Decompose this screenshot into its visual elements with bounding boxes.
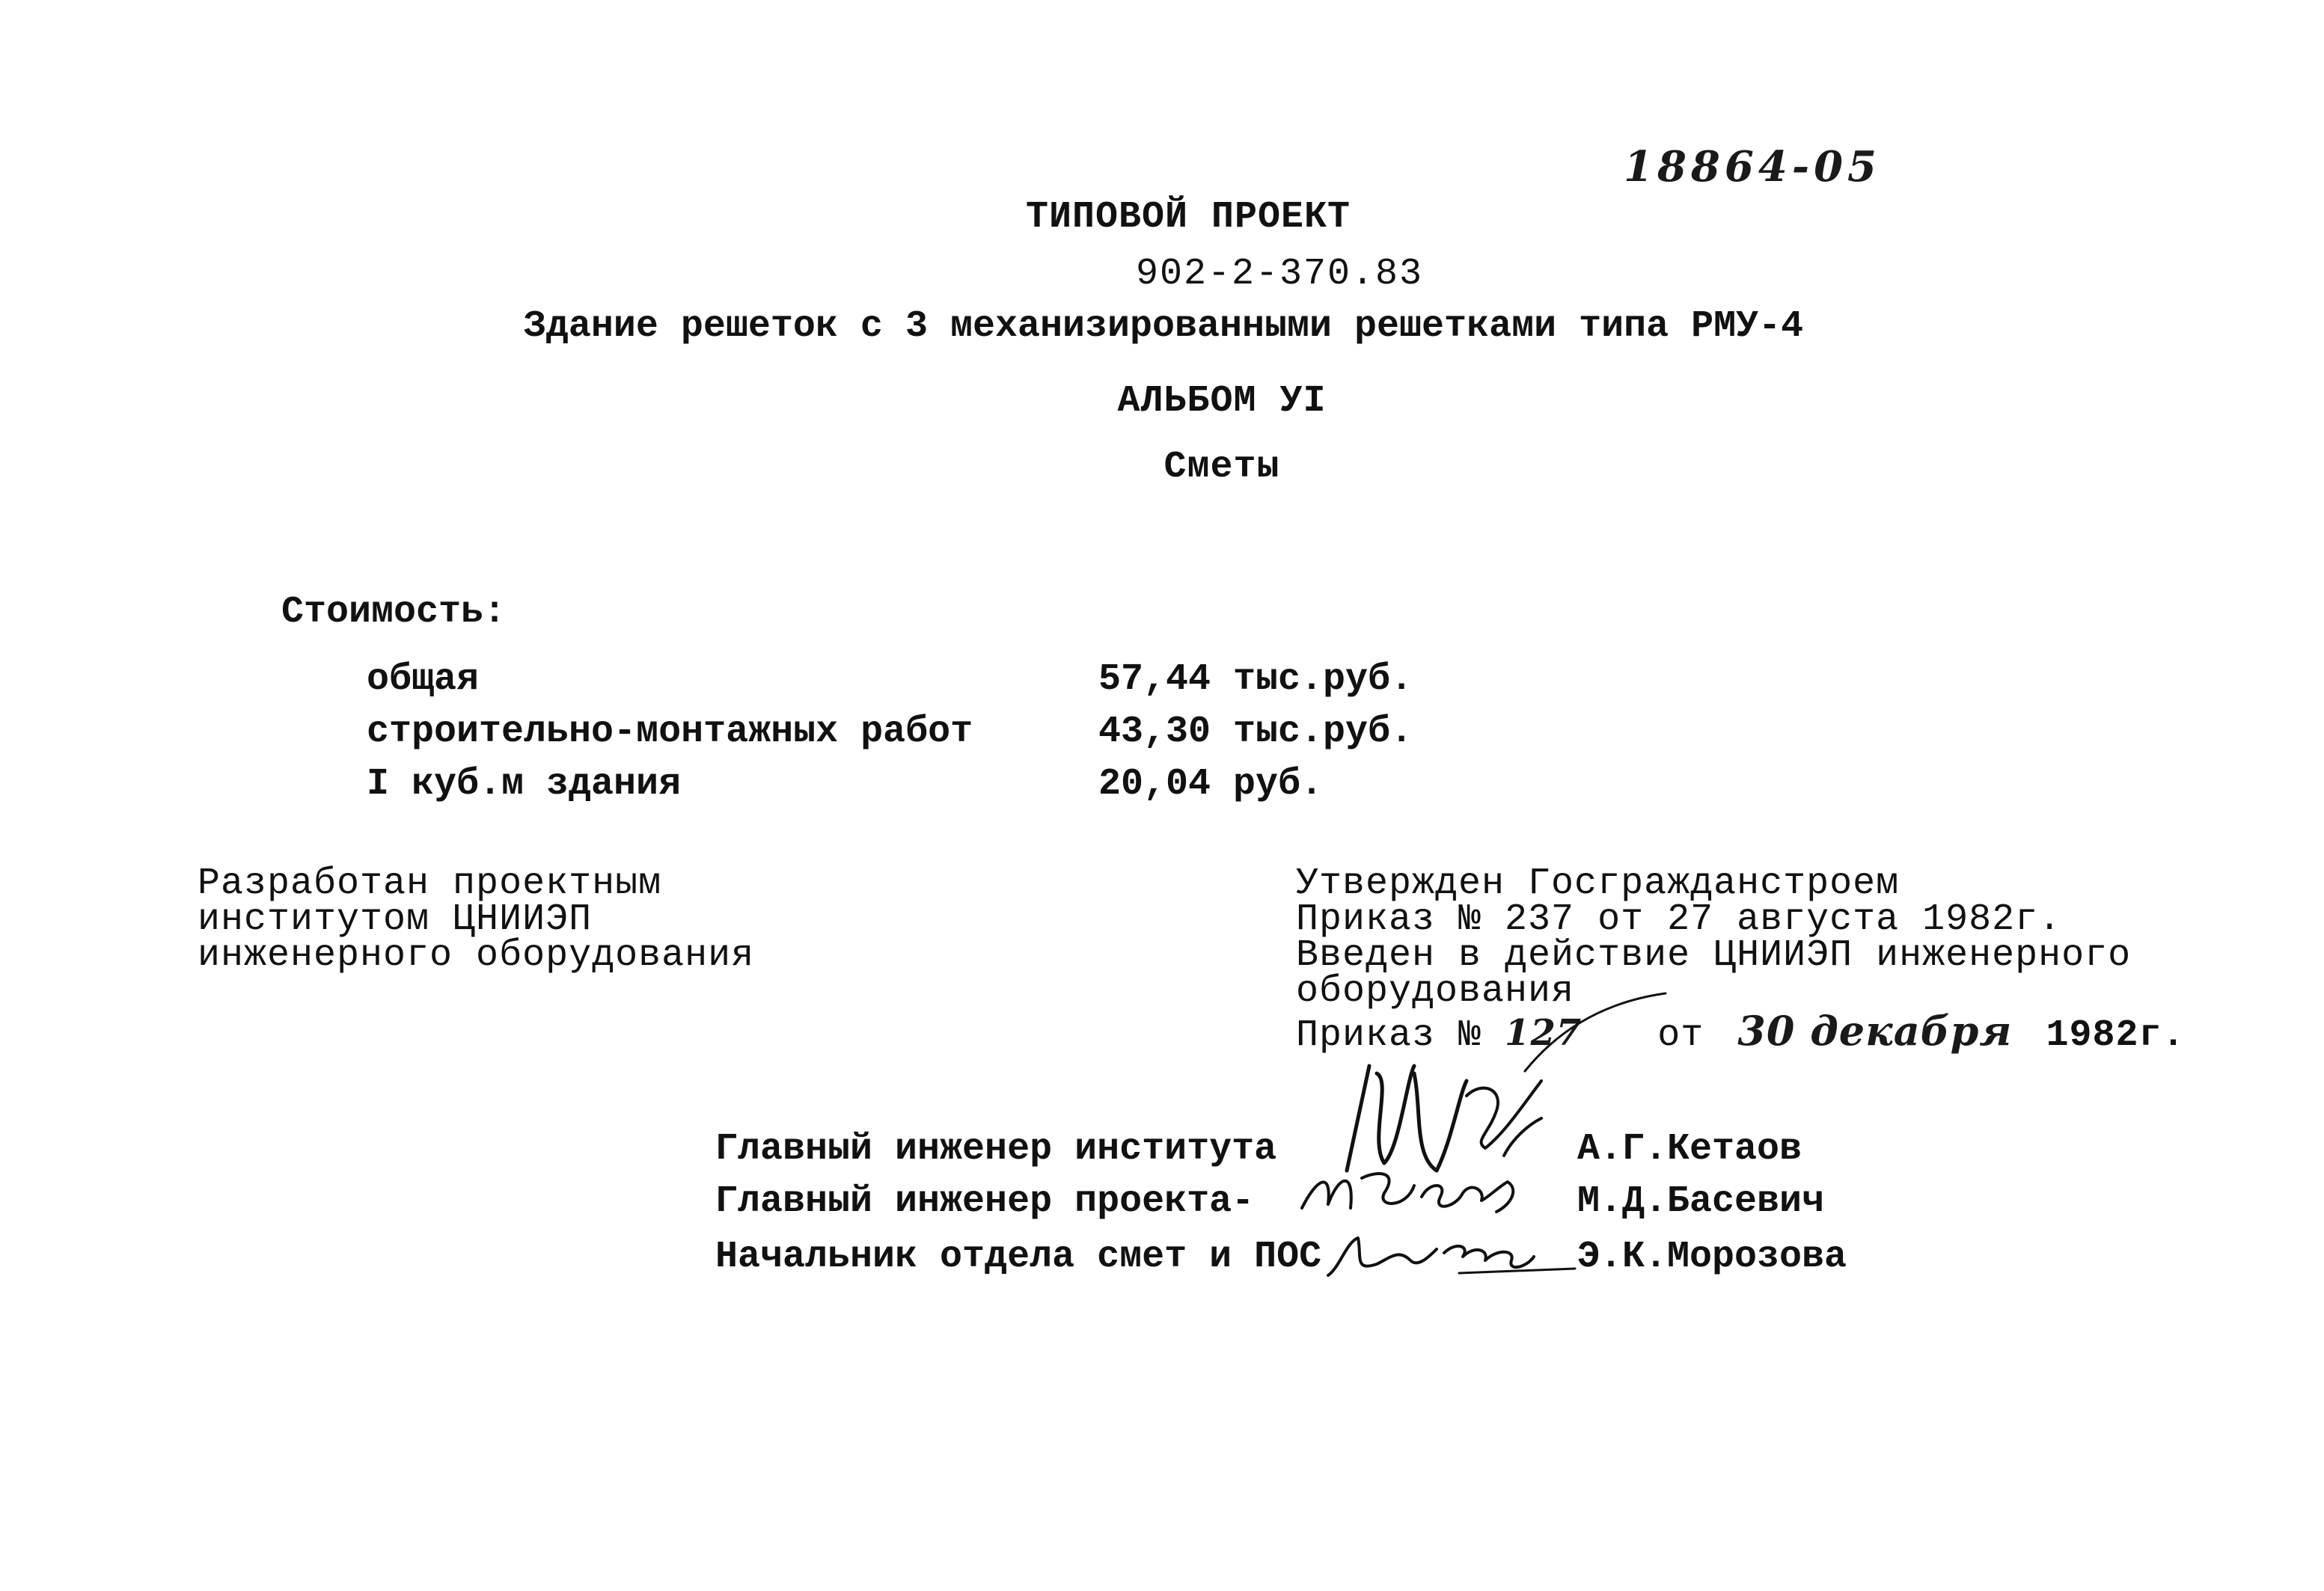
cost-heading: Стоимость: [281,591,507,634]
signatory-position: Начальник отдела смет и ПОС [715,1236,1322,1278]
signature-chief-engineer-project [1294,1163,1541,1223]
album-heading: АЛЬБОМ УI [1117,380,1327,423]
signature-head-estimates [1324,1227,1579,1287]
approval-line: Введен в действие ЦНИИЭП инженерного [1296,934,2132,977]
order-year: 1982г. [2046,1014,2186,1057]
signatory-name: А.Г.Кетаов [1577,1128,1802,1171]
signatory-name: М.Д.Басевич [1577,1180,1825,1223]
signatory-position: Главный инженер института [715,1128,1277,1171]
album-subject: Сметы [1163,446,1280,488]
order-date-handwritten: 30 декабря [1737,1007,2013,1055]
order-line [1296,1007,2185,1057]
approval-line: Приказ № 237 от 27 августа 1982г. [1296,898,2062,941]
cost-row-label: I куб.м здания [367,763,682,806]
cost-row-value: 57,44 тыс.руб. [1098,658,1413,701]
project-type-heading: ТИПОВОЙ ПРОЕКТ [1025,196,1351,239]
approval-line: оборудования [1296,970,1575,1013]
registration-number: 18864-05 [1624,142,1881,191]
order-prefix: Приказ № [1296,1014,1505,1057]
cost-row-value: 20,04 руб. [1098,763,1324,806]
developed-by-line: Разработан проектным [198,862,662,905]
cost-row-value: 43,30 тыс.руб. [1098,711,1413,753]
cost-row-label: общая [367,658,480,701]
project-title: Здание решеток с 3 механизированными решетками типа РМУ-4 [523,305,1804,348]
developed-by-line: институтом ЦНИИЭП [198,898,593,941]
signatory-name: Э.К.Морозова [1577,1236,1847,1278]
approval-line: Утвержден Госгражданстроем [1296,862,1900,905]
developed-by-block [198,862,755,977]
order-number-handwritten: 127 [1505,1012,1583,1054]
approval-block [1296,862,2132,1013]
order-from: от [1657,1014,1704,1057]
project-code: 902-2-370.83 [1135,253,1424,295]
signatory-position: Главный инженер проекта- [715,1180,1255,1223]
cost-row-label: строительно-монтажных работ [367,711,973,753]
developed-by-line: инженерного оборудования [198,934,755,977]
